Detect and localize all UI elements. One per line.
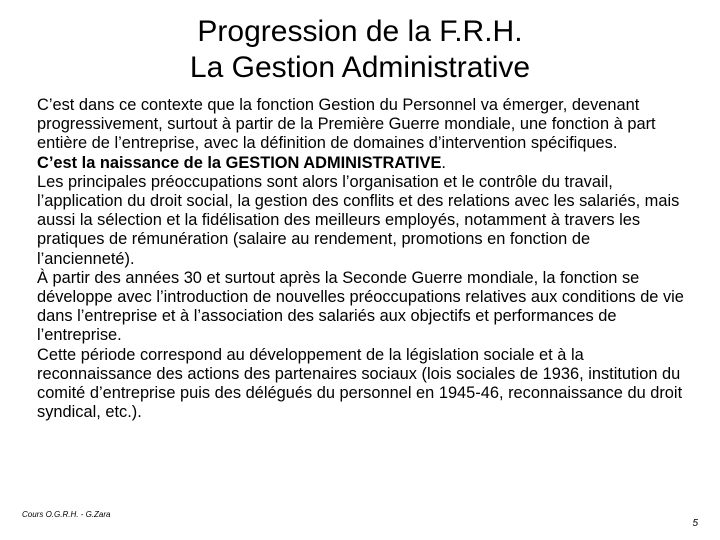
- slide-title: [0, 14, 720, 86]
- page-number: 5: [692, 518, 698, 529]
- paragraph-2-tail: .: [441, 153, 446, 172]
- footer-course-label: Cours O.G.R.H. - G.Zara: [22, 510, 111, 519]
- slide-body: [37, 96, 687, 422]
- paragraph-4: À partir des années 30 et surtout après la Seconde Guerre mondiale, la fonction se développe avec l’introduction de nouvelles préoccupations relatives aux conditions de vie dans l’entreprise et à l’association des salariés aux objectifs et performances de l’entreprise.: [37, 268, 684, 345]
- paragraph-2-bold: C’est la naissance de la GESTION ADMINISTRATIVE: [37, 153, 442, 172]
- paragraph-5: Cette période correspond au développement de la législation sociale et à la reconnaissance des actions des partenaires sociaux (lois sociales de 1936, institution du comité d’entreprise puis des délégués du personnel en 1945-46, reconnaissance du droit syndical, etc.).: [37, 345, 683, 422]
- paragraph-2: [37, 154, 687, 173]
- title-line-1: Progression de la F.R.H.: [197, 15, 523, 48]
- title-line-2: La Gestion Administrative: [189, 51, 531, 84]
- paragraph-1: C’est dans ce contexte que la fonction Gestion du Personnel va émerger, devenant progressivement, surtout à partir de la Première Guerre mondiale, une fonction à part entière de l’entreprise, avec la définition de domaines d’intervention spécifiques.: [37, 96, 656, 153]
- paragraph-3: Les principales préoccupations sont alors l’organisation et le contrôle du travail, l’application du droit social, la gestion des conflits et des relations avec les salariés, mais aussi la sélection et la fidélisation des meilleurs employés, notamment à travers les pratiques de rémunération (salaire au rendement, promotions en fonction de l’ancienneté).: [37, 172, 680, 268]
